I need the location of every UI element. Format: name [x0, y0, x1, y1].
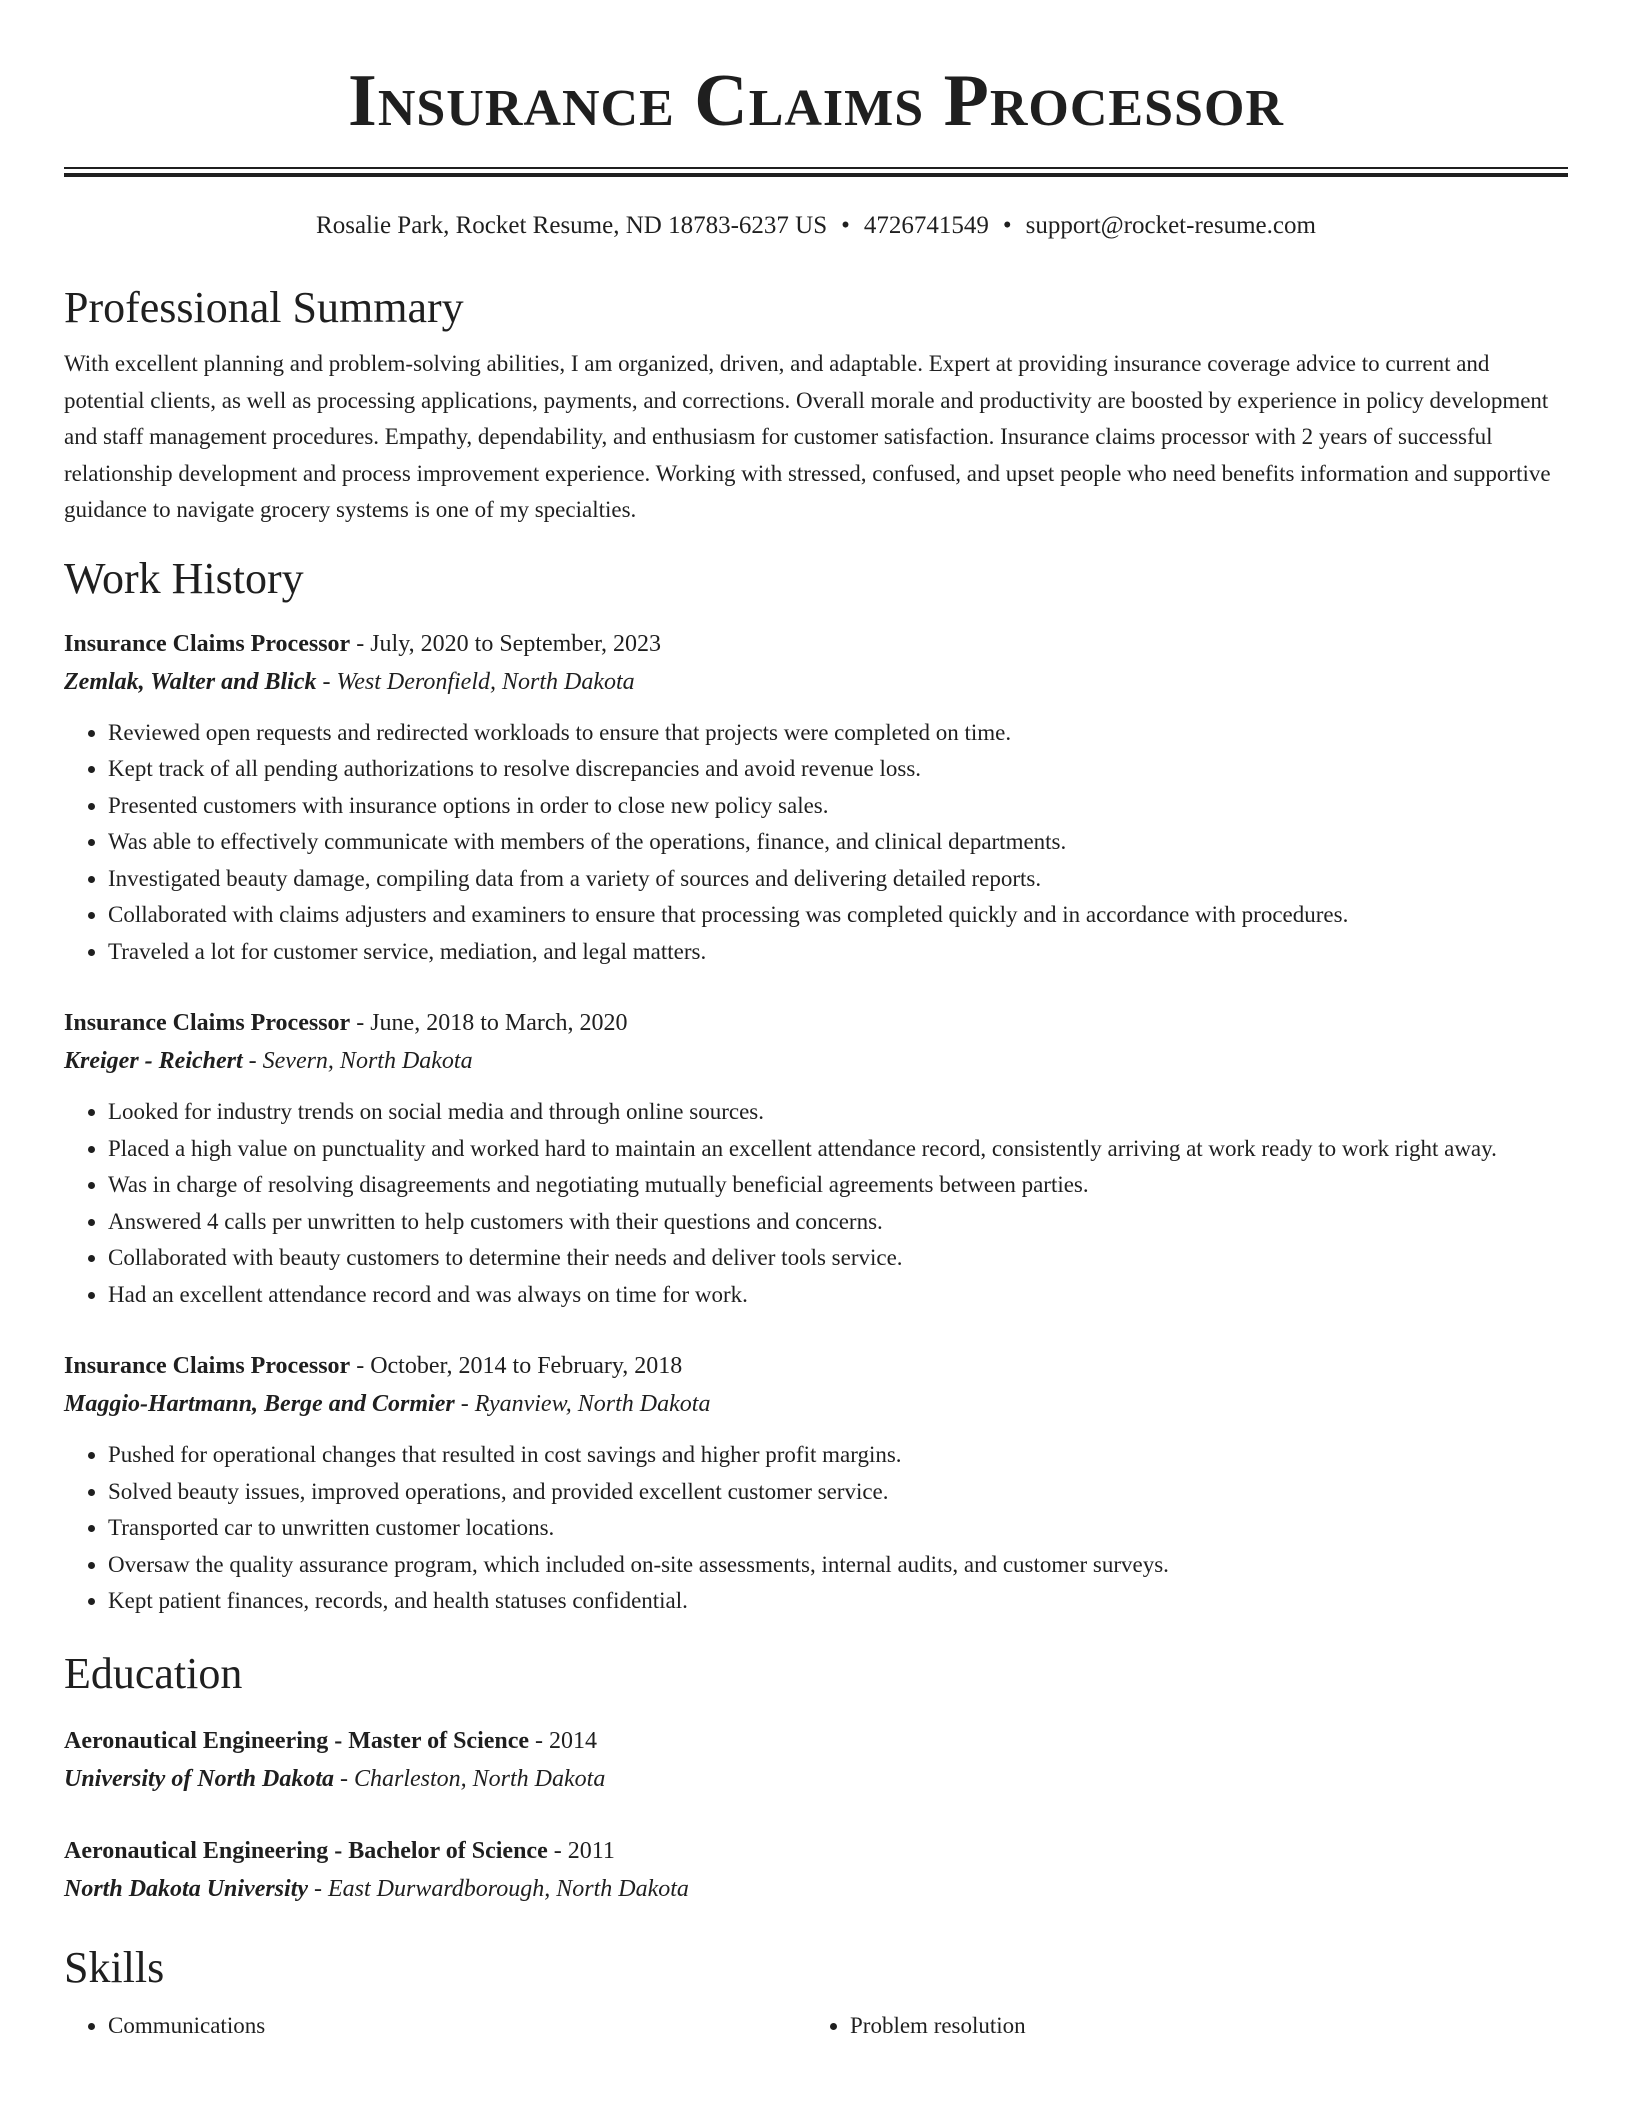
- degree-year: - 2014: [529, 1727, 598, 1754]
- skills-column-right: [806, 2008, 1548, 2044]
- list-item: • Presented customers with insurance options in order to close new policy sales.: [108, 788, 1568, 825]
- education-heading: Education: [64, 1648, 243, 1698]
- job-title-line: [64, 1004, 1568, 1042]
- job-title: Insurance Claims Processor: [64, 1010, 351, 1036]
- list-item: • Solved beauty issues, improved operations, and provided excellent customer service.: [108, 1474, 1568, 1511]
- degree-line: [64, 1722, 1568, 1760]
- school-location: - Charleston, North Dakota: [334, 1765, 606, 1792]
- job-title: Insurance Claims Processor: [64, 1353, 351, 1379]
- skill-item: • Problem resolution: [850, 2008, 1548, 2044]
- list-item: • Collaborated with beauty customers to determine their needs and deliver tools service.: [108, 1240, 1568, 1277]
- list-item: • Transported car to unwritten customer locations.: [108, 1510, 1568, 1547]
- list-item: • Pushed for operational changes that resulted in cost savings and higher profit margins.: [108, 1437, 1568, 1474]
- list-item: • Kept patient finances, records, and health statuses confidential.: [108, 1583, 1568, 1620]
- job-company: Kreiger - Reichert: [64, 1048, 243, 1074]
- job-title-line: [64, 625, 1568, 663]
- job-location: - West Deronfield, North Dakota: [316, 668, 635, 695]
- degree-year: - 2011: [547, 1837, 615, 1864]
- resume-title: Insurance Claims Processor: [348, 60, 1284, 142]
- skills-heading: Skills: [64, 1942, 165, 1992]
- degree-line: [64, 1832, 1568, 1870]
- contact-address: Rosalie Park, Rocket Resume, ND 18783-6237 US: [316, 212, 828, 239]
- contact-separator: •: [1002, 212, 1012, 239]
- job-title: Insurance Claims Processor: [64, 630, 351, 657]
- skills-list: [64, 2008, 1568, 2044]
- school: North Dakota University: [64, 1875, 309, 1902]
- school-line: [64, 1870, 1568, 1908]
- list-item: • Had an excellent attendance record and was always on time for work.: [108, 1277, 1568, 1314]
- school-line: [64, 1760, 1568, 1798]
- job-dates: - June, 2018 to March, 2020: [350, 1010, 628, 1036]
- list-item: • Investigated beauty damage, compiling data from a variety of sources and delivering detailed reports.: [108, 861, 1568, 898]
- list-item: • Collaborated with claims adjusters and examiners to ensure that processing was completed quickly and in accordance with procedures.: [108, 897, 1568, 934]
- job-company: Maggio-Hartmann, Berge and Cormier: [64, 1391, 455, 1417]
- contact-email: support@rocket-resume.com: [1025, 212, 1316, 239]
- list-item: • Oversaw the quality assurance program, which included on-site assessments, internal audits, and customer surveys.: [108, 1547, 1568, 1584]
- job-location: - Severn, North Dakota: [242, 1048, 473, 1074]
- job-location: - Ryanview, North Dakota: [454, 1391, 711, 1417]
- list-item: • Reviewed open requests and redirected workloads to ensure that projects were completed on time.: [108, 715, 1568, 752]
- education-entry: [64, 1722, 1568, 1798]
- school: University of North Dakota: [64, 1765, 334, 1792]
- title-divider: [64, 167, 1568, 177]
- job-entry: [64, 1004, 1568, 1313]
- skill-item: • Communications: [108, 2008, 806, 2044]
- school-location: - East Durwardborough, North Dakota: [308, 1875, 689, 1902]
- education-entry: [64, 1832, 1568, 1908]
- job-entry: [64, 625, 1568, 971]
- job-company-line: [64, 1042, 1568, 1080]
- summary-heading: Professional Summary: [64, 283, 464, 332]
- skills-column-left: [64, 2008, 806, 2044]
- list-item: • Looked for industry trends on social media and through online sources.: [108, 1094, 1568, 1131]
- job-company-line: [64, 1385, 1568, 1423]
- job-dates: - October, 2014 to February, 2018: [350, 1353, 683, 1379]
- degree: Aeronautical Engineering - Bachelor of Science: [64, 1837, 548, 1864]
- summary-text: With excellent planning and problem-solving abilities, I am organized, driven, and adaptable. Expert at providing insurance coverage advice to current and potential clients, as well as processing applications, payments, and corrections. Overall morale and productivity are boosted by experience in policy development and staff management procedures. Empathy, dependability, and enthusiasm for customer satisfaction. Insurance claims processor with 2 years of successful relationship development and process improvement experience. Working with stressed, confused, and upset people who need benefits information and supportive guidance to navigate grocery systems is one of my specialties.: [64, 351, 1551, 522]
- job-company-line: [64, 663, 1568, 701]
- job-title-line: [64, 1347, 1568, 1385]
- job-bullets: [64, 715, 1568, 971]
- job-bullets: [64, 1094, 1568, 1313]
- job-company: Zemlak, Walter and Blick: [64, 668, 317, 695]
- list-item: • Answered 4 calls per unwritten to help customers with their questions and concerns.: [108, 1204, 1568, 1241]
- work-history-heading: Work History: [64, 553, 304, 603]
- list-item: • Placed a high value on punctuality and worked hard to maintain an excellent attendance record, consistently arriving at work ready to work right away.: [108, 1131, 1568, 1168]
- list-item: • Traveled a lot for customer service, mediation, and legal matters.: [108, 934, 1568, 971]
- job-entry: [64, 1347, 1568, 1620]
- job-dates: - July, 2020 to September, 2023: [350, 630, 661, 657]
- contact-phone: 4726741549: [863, 212, 989, 239]
- degree: Aeronautical Engineering - Master of Science: [64, 1727, 530, 1754]
- list-item: • Was able to effectively communicate with members of the operations, finance, and clinical departments.: [108, 824, 1568, 861]
- contact-line: [64, 210, 1568, 242]
- list-item: • Kept track of all pending authorizations to resolve discrepancies and avoid revenue loss.: [108, 751, 1568, 788]
- list-item: • Was in charge of resolving disagreements and negotiating mutually beneficial agreements between parties.: [108, 1167, 1568, 1204]
- contact-separator: •: [841, 212, 850, 239]
- job-bullets: [64, 1437, 1568, 1620]
